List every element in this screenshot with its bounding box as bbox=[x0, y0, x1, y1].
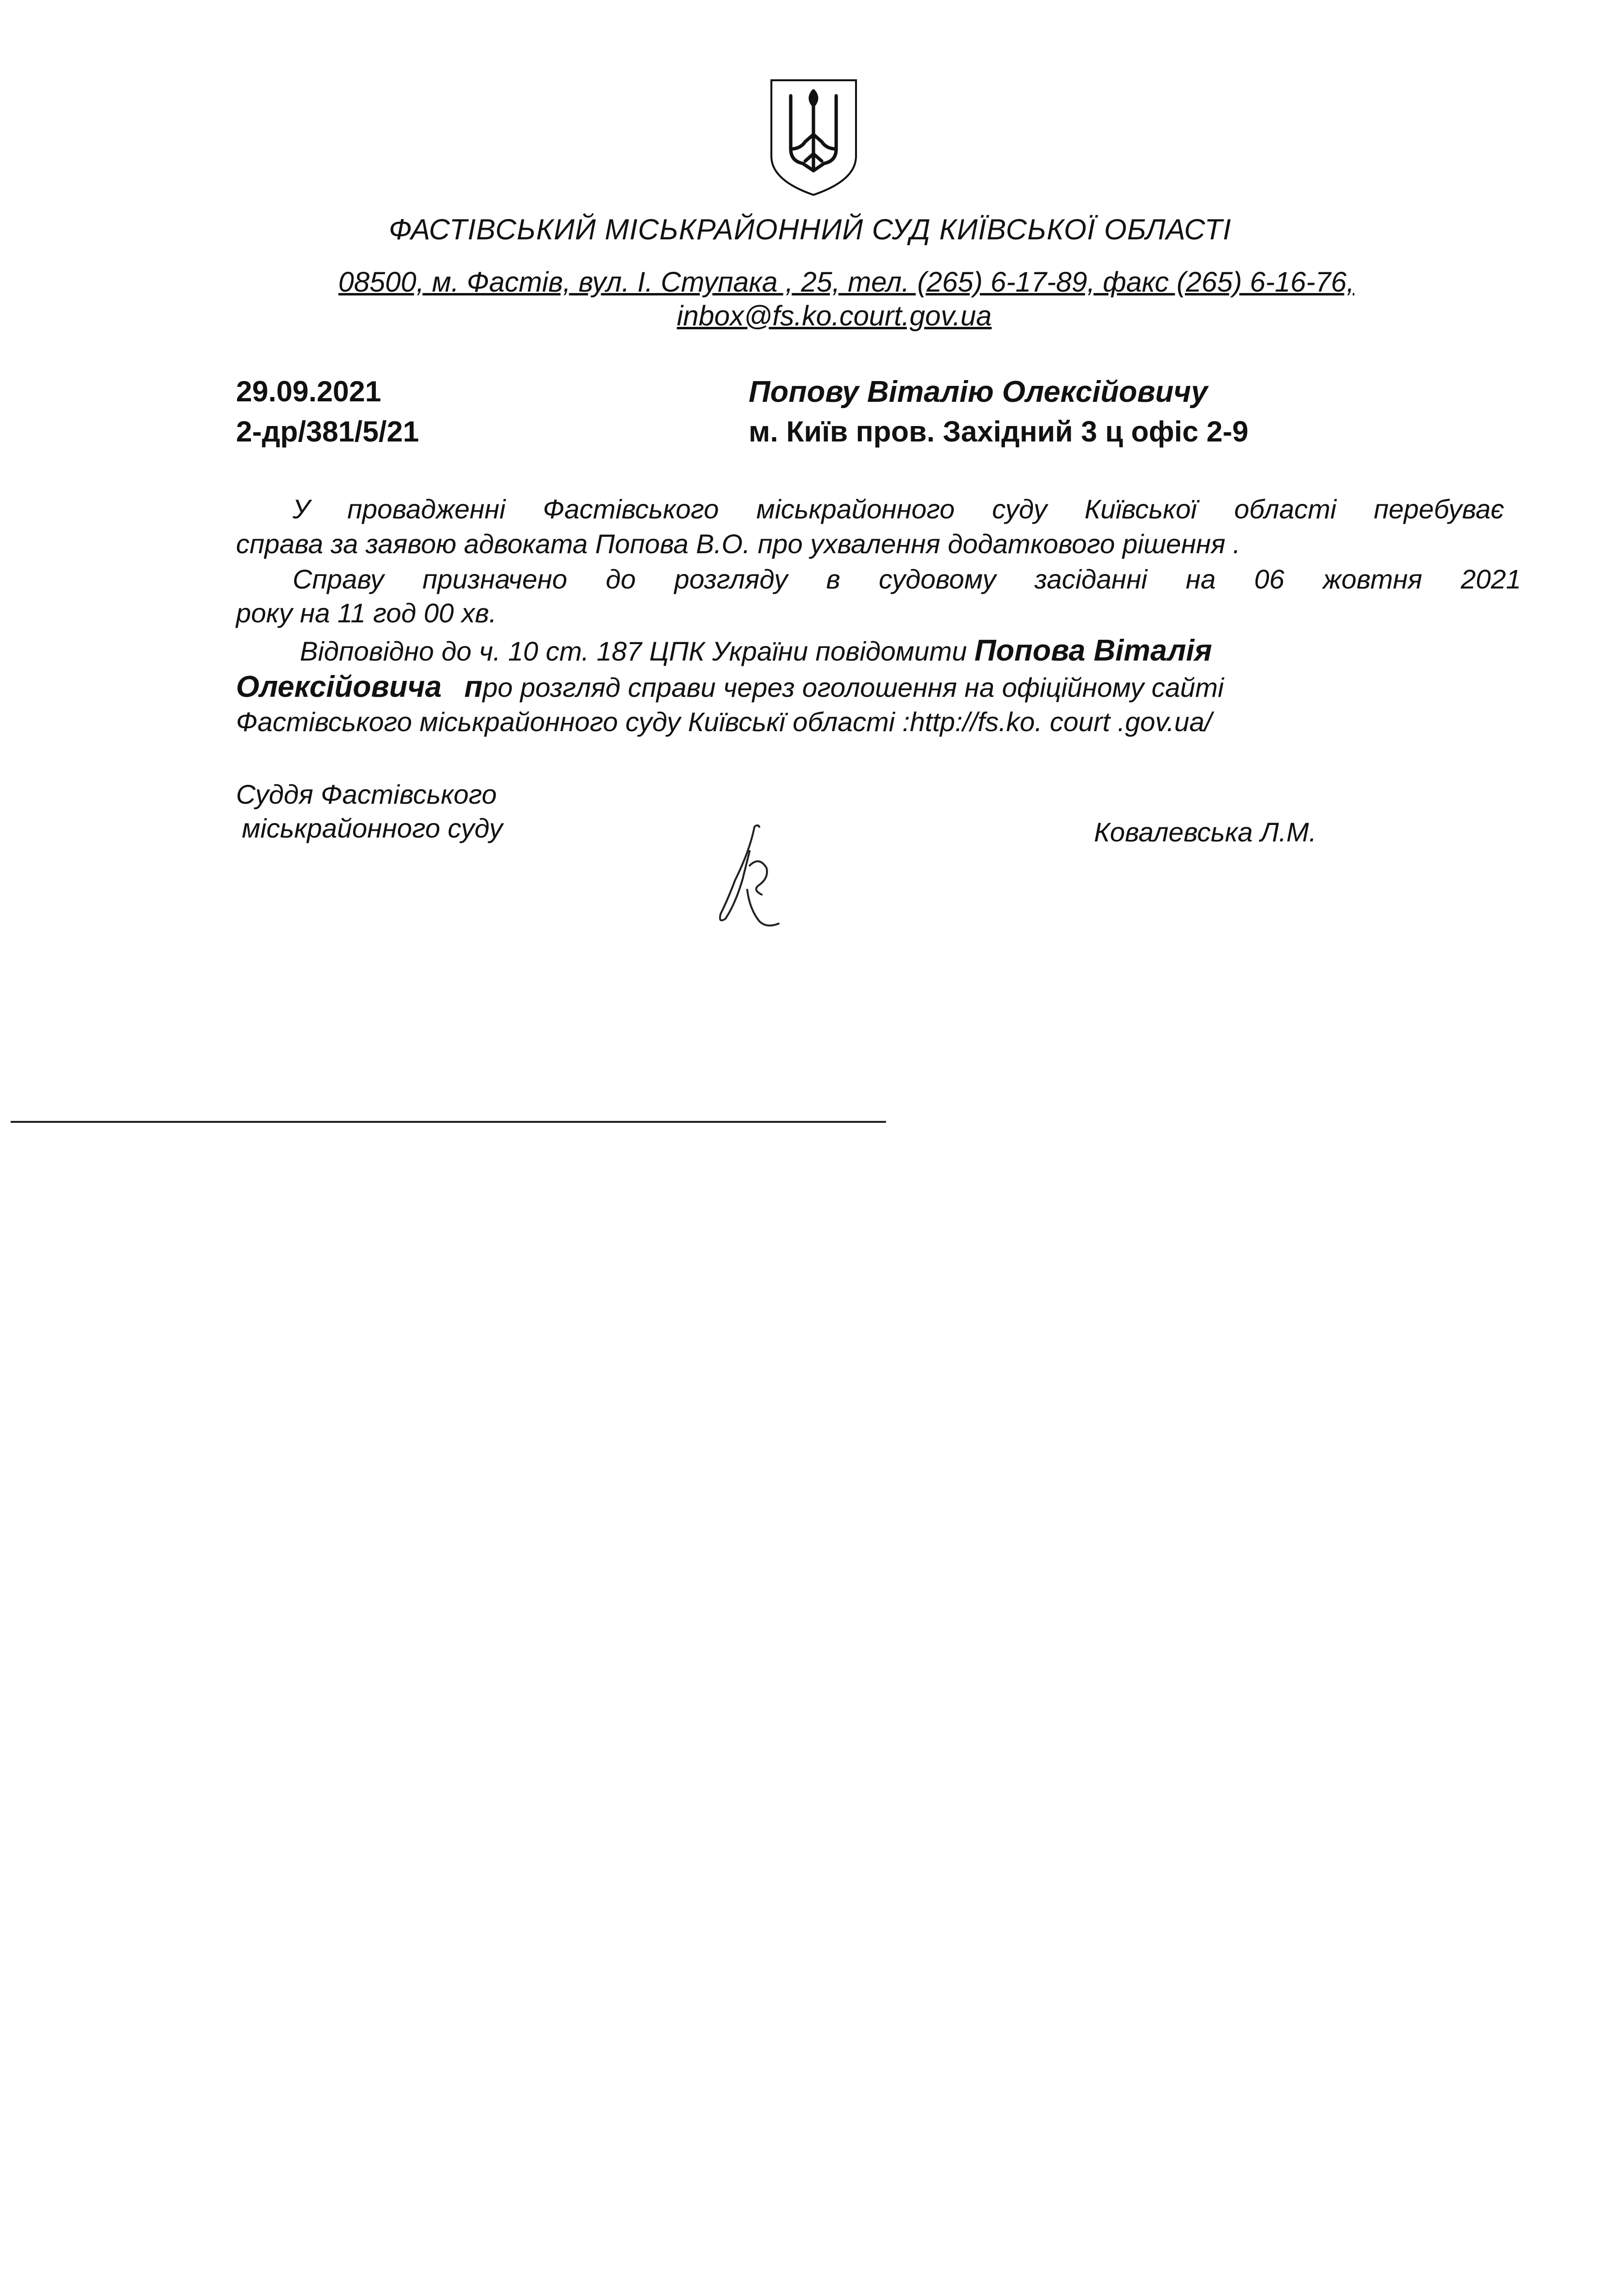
bottom-divider-line bbox=[11, 1121, 886, 1123]
paragraph-3-line-1-text: Відповідно до ч. 10 ст. 187 ЦПК України повідомити bbox=[300, 636, 974, 666]
paragraph-1-line-2: справа за заявою адвоката Попова В.О. про ухвалення додаткового рішення . bbox=[236, 529, 1240, 559]
trident-coat-of-arms-icon bbox=[767, 76, 861, 197]
paragraph-3-line-2-text: ро розгляд справи через оголошення на офіційному сайті bbox=[482, 672, 1224, 703]
handwritten-signature-icon bbox=[701, 822, 798, 933]
notified-person-name: Попова Віталія bbox=[974, 634, 1212, 667]
court-address: 08500, м. Фастів, вул. І. Ступака , 25, тел. (265) 6-17-89, факс (265) 6-16-76, bbox=[338, 266, 1355, 298]
court-email-link[interactable]: inbox@fs.ko.court.gov.ua bbox=[677, 300, 992, 332]
document-date: 29.09.2021 bbox=[236, 375, 382, 408]
paragraph-3-line-1 bbox=[300, 633, 1212, 668]
notified-person-patronymic: Олексійовича bbox=[236, 670, 442, 704]
recipient-name: Попову Віталію Олексійовичу bbox=[749, 375, 1208, 409]
paragraph-3-line-3: Фастівського міськрайонного суду Київськї області :http://fs.ko. court .gov.ua/ bbox=[236, 706, 1212, 737]
document-number: 2-др/381/5/21 bbox=[236, 415, 419, 448]
judge-name: Ковалевська Л.М. bbox=[1094, 817, 1317, 847]
signer-title-line-2: міськрайонного суду bbox=[242, 813, 503, 843]
paragraph-2-line-2: року на 11 год 00 хв. bbox=[236, 598, 497, 628]
signer-title-line-1: Суддя Фастівського bbox=[236, 779, 497, 809]
paragraph-3-line-2 bbox=[236, 670, 1224, 704]
paragraph-1-line-1: У провадженні Фастівського міськрайонного суду Київської області перебуває bbox=[293, 494, 1504, 524]
court-name: ФАСТІВСЬКИЙ МІСЬКРАЙОННИЙ СУД КИЇВСЬКОЇ ОБЛАСТІ bbox=[388, 213, 1232, 246]
paragraph-2-line-1: Справу призначено до розгляду в судовому засіданні на 06 жовтня 2021 bbox=[293, 564, 1521, 594]
recipient-address: м. Київ пров. Західний 3 ц офіс 2-9 bbox=[749, 415, 1249, 448]
bold-letter: п bbox=[464, 670, 483, 704]
